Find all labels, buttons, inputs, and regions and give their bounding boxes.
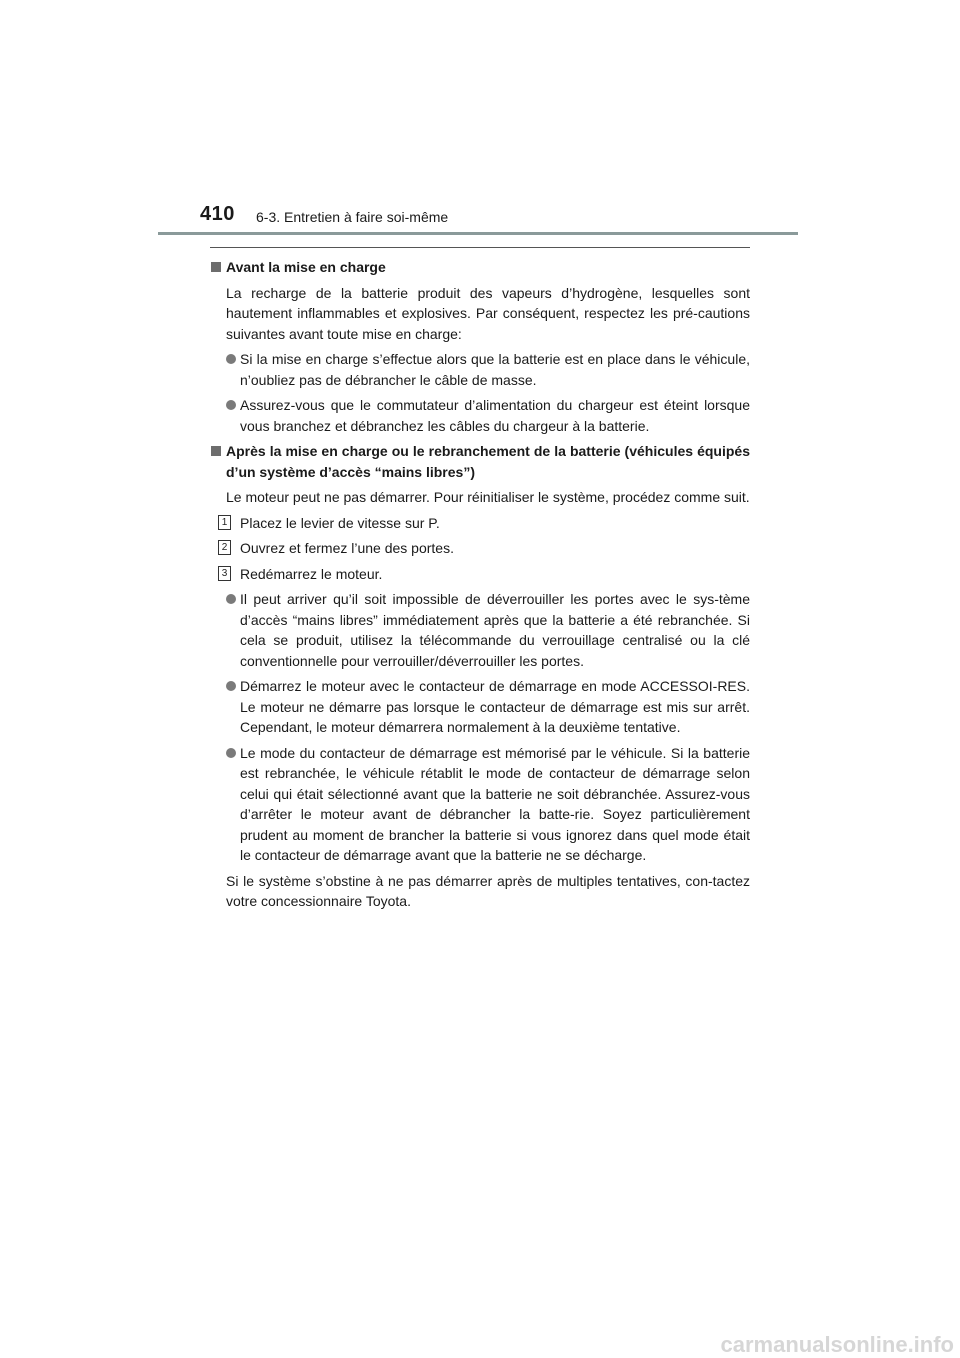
round-bullet-icon [226,748,236,758]
page-number: 410 [200,203,235,225]
step-number-badge: 1 [218,515,231,530]
bullet-item [210,676,750,738]
paragraph: La recharge de la batterie produit des vapeurs d’hydrogène, lesquelles sont hautement inflammables et explosives. Par conséquent, respectez les pré-cautions suivantes avant toute mise en charge: [226,284,750,342]
paragraph: Le moteur peut ne pas démarrer. Pour réinitialiser le système, procédez comme suit. [226,489,750,505]
bullet-text: Le mode du contacteur de démarrage est mémorisé par le véhicule. Si la batterie est rebranchée, le véhicule rétablit le mode de contacteur de démarrage selon celui qui était sélectionné avant que la batterie ne soit débranchée. Assurez-vous d’arrêter le moteur avant de débrancher la batte-rie. Soyez particulièrement prudent au moment de brancher la batterie si vous ignorez dans quel mode était le contacteur de démarrage avant que la batterie ne se décharge. [240,744,750,863]
section-heading [210,257,750,278]
watermark: carmanualsonline.info [720,1332,954,1357]
bullet-item [210,743,750,866]
square-bullet-icon [211,262,221,272]
step-item [210,513,750,534]
bullet-text: Il peut arriver qu’il soit impossible de déverrouiller les portes avec le sys-tème d’accès “mains libres” immédiatement après que la batterie a été rebranchée. Si cela se produit, utilisez la télécommande du verrouillage centralisé ou la clé conventionnelle pour verrouiller/déverrouiller les portes. [240,591,750,669]
bullet-text: Si la mise en charge s’effectue alors que la batterie est en place dans le véhicule, n’oubliez pas de débrancher le câble de masse. [240,351,750,388]
round-bullet-icon [226,681,236,691]
round-bullet-icon [226,354,236,364]
bullet-item [210,395,750,436]
section-title: 6-3. Entretien à faire soi-même [256,209,449,225]
bullet-text: Démarrez le moteur avec le contacteur de démarrage en mode ACCESSOI-RES. Le moteur ne démarre pas lorsque le contacteur de démarrage est mis sur arrêt. Cependant, le moteur démarrera normalement à la deuxième tentative. [240,678,750,735]
step-item [210,564,750,585]
bullet-text: Assurez-vous que le commutateur d’alimentation du chargeur est éteint lorsque vous branchez et débranchez les câbles du chargeur à la batterie. [240,397,750,434]
bullet-item [210,349,750,390]
section-heading-text: Avant la mise en charge [226,259,386,275]
bullet-item [210,589,750,671]
content-divider [210,247,750,248]
header-divider [158,232,798,235]
page-content [210,257,750,917]
step-item [210,538,750,559]
square-bullet-icon [211,446,221,456]
section-heading-text: Après la mise en charge ou le rebranchement de la batterie (véhicules équipés d’un système d’accès “mains libres”) [226,443,750,480]
round-bullet-icon [226,594,236,604]
step-number-badge: 2 [218,540,231,555]
step-text: Redémarrez le moteur. [240,565,383,582]
section-heading [210,441,750,482]
paragraph: Si le système s’obstine à ne pas démarrer après de multiples tentatives, con-tactez votre concessionnaire Toyota. [226,872,750,909]
step-text: Placez le levier de vitesse sur P. [240,514,440,531]
step-text: Ouvrez et fermez l’une des portes. [240,540,454,556]
round-bullet-icon [226,400,236,410]
step-number-badge: 3 [218,566,231,581]
